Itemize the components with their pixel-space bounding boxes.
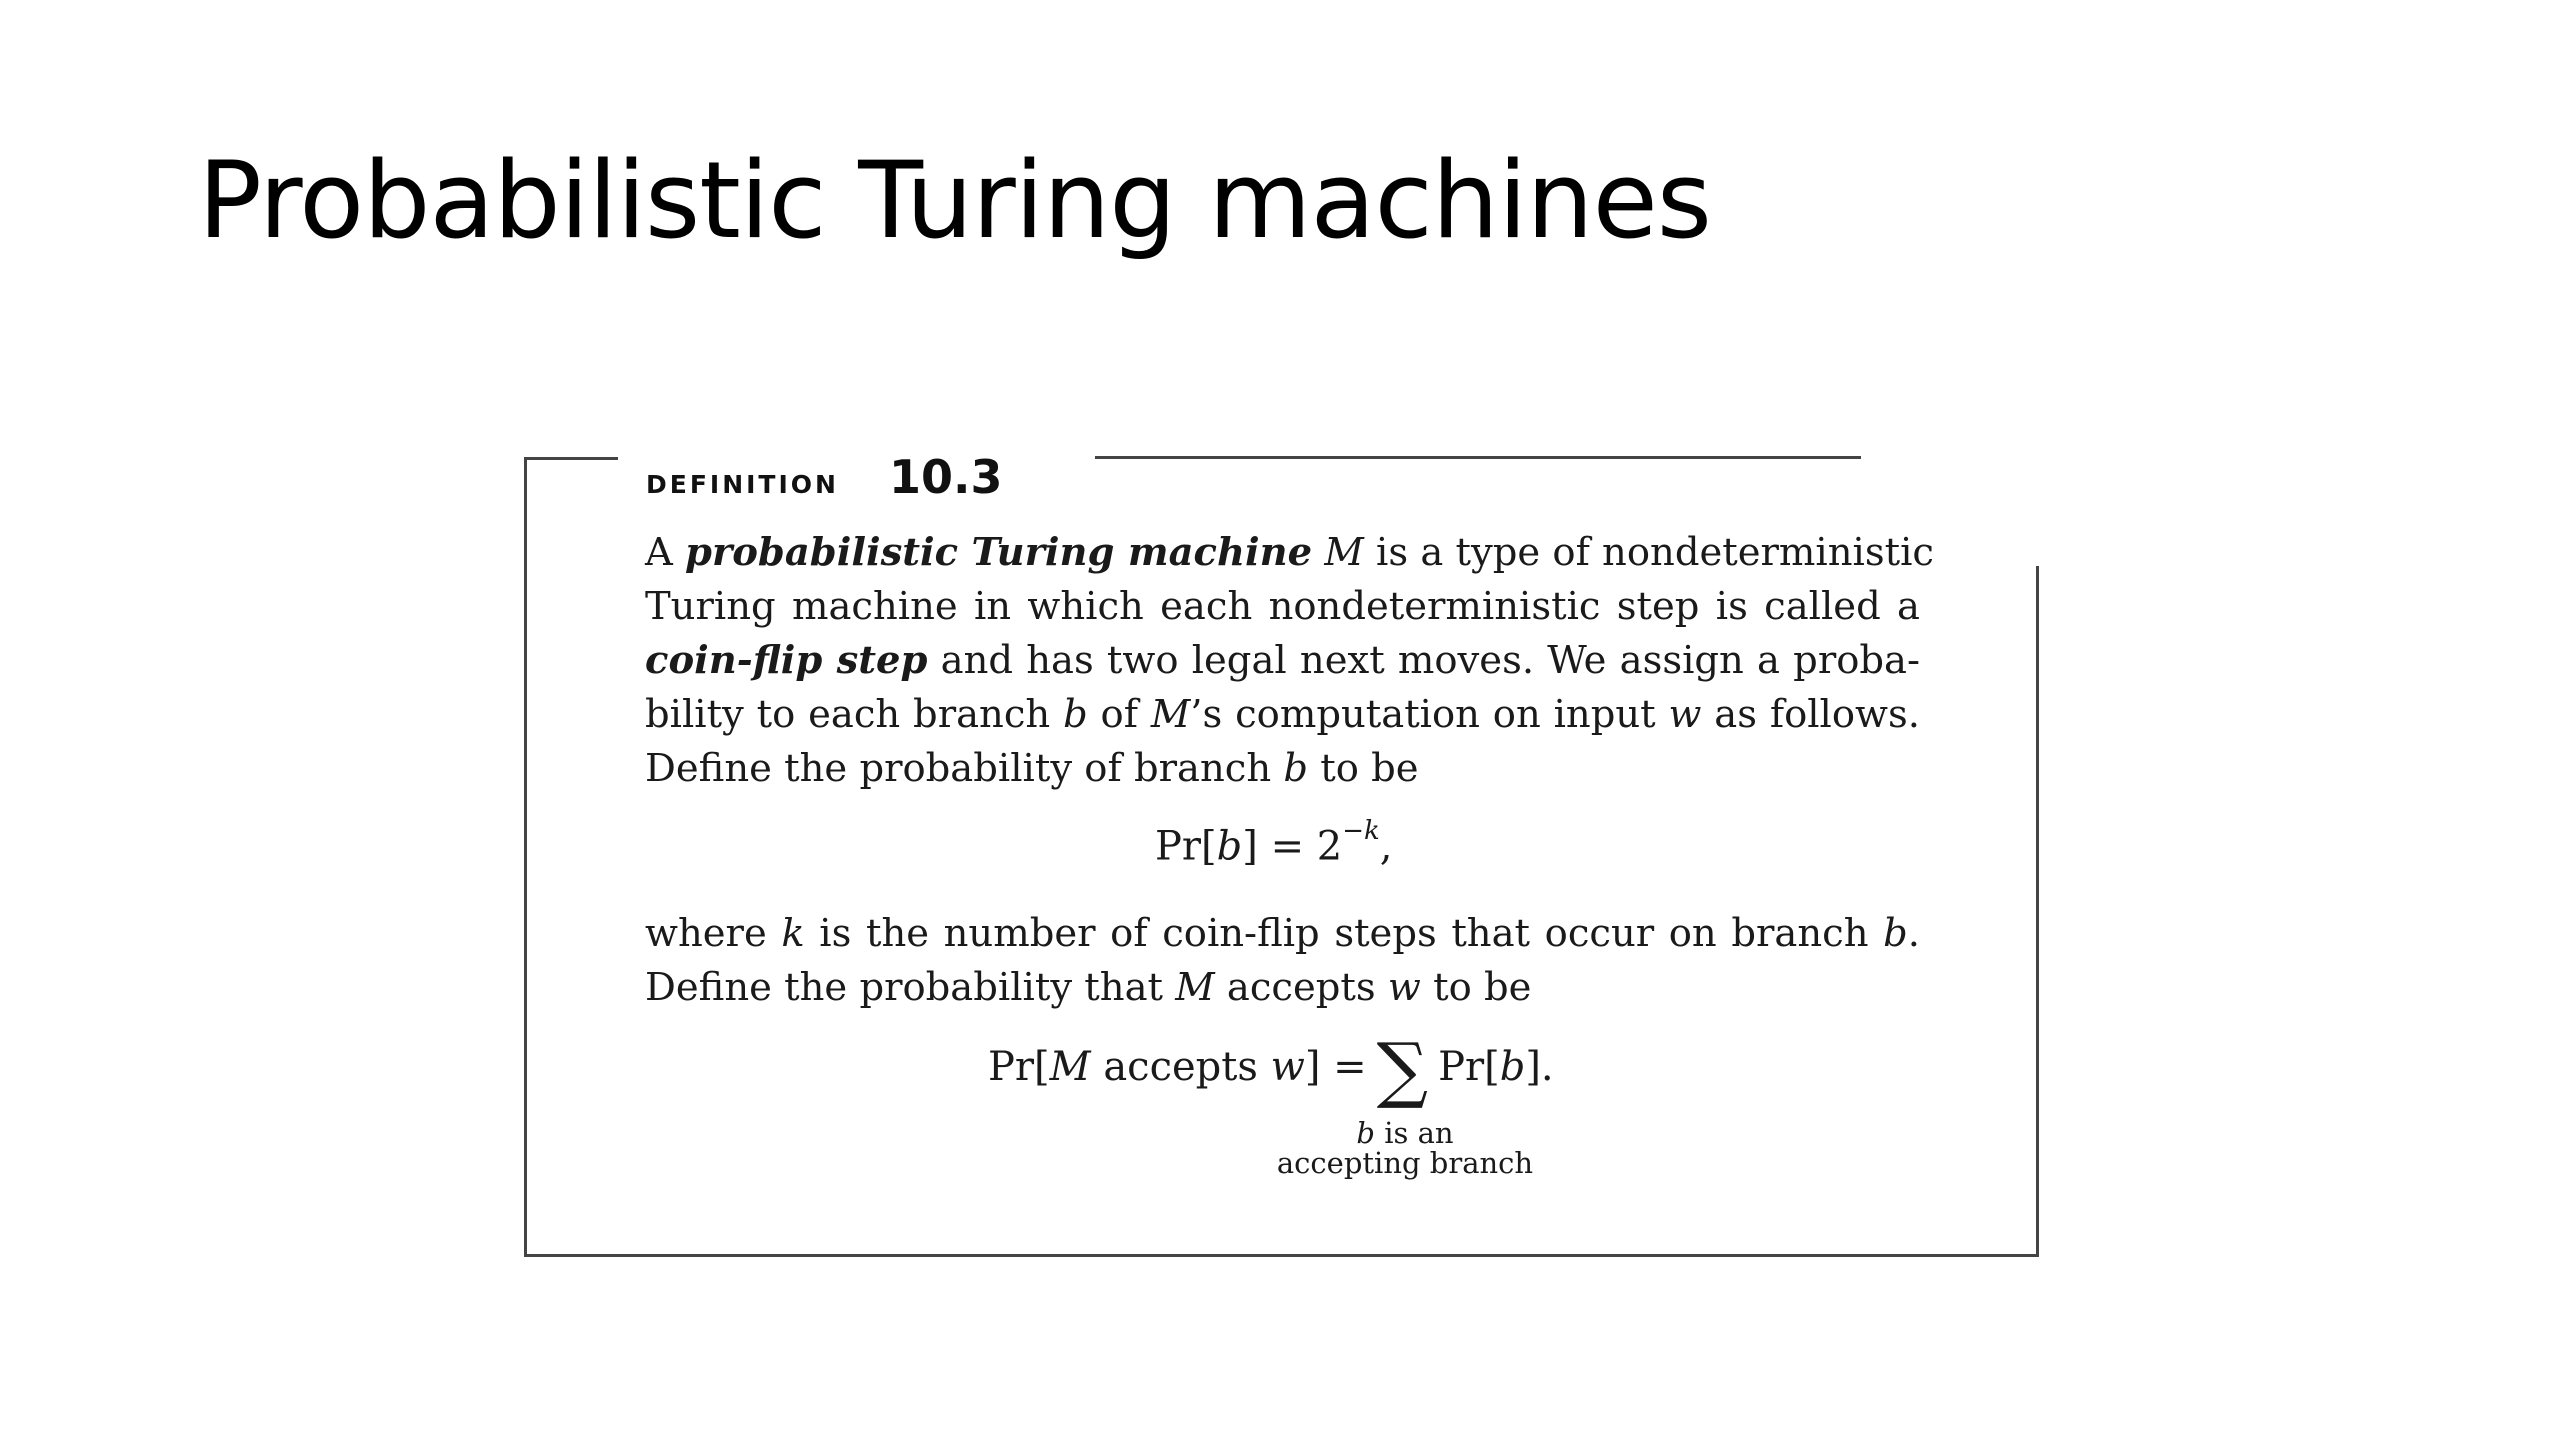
frame-right-line <box>2036 566 2039 1257</box>
definition-header <box>646 450 1003 504</box>
definition-paragraph-1 <box>645 526 1934 796</box>
paragraph-line: bility to each branch b of M’s computation on input w as follows. <box>645 692 1921 737</box>
sum-subscript <box>1200 1118 1610 1178</box>
sum-subscript-line-2: accepting branch <box>1276 1146 1534 1180</box>
defined-term: coin-flip step <box>645 638 928 683</box>
frame-left-line <box>524 457 527 1257</box>
paragraph-line: coin-flip step and has two legal next moves. We assign a proba- <box>645 638 1921 683</box>
frame-top-left-line <box>524 457 618 460</box>
sum-symbol: ∑ <box>1376 1027 1429 1111</box>
definition-number: 10.3 <box>888 450 1003 504</box>
sum-subscript-line-1: b is an <box>1356 1116 1454 1150</box>
equation-accept-probability: Pr[M accepts w] = ∑ Pr[b]. <box>988 1027 1554 1111</box>
paragraph-line: Turing machine in which each nondeterministic step is called a <box>645 584 1920 629</box>
frame-bottom-line <box>524 1254 2039 1257</box>
paragraph-line: A probabilistic Turing machine M is a type of nondeterministic <box>645 530 1934 575</box>
definition-label: definition <box>646 461 839 502</box>
definition-paragraph-2 <box>645 907 1920 1015</box>
frame-top-right-line <box>1095 456 1861 459</box>
paragraph-line: Define the probability that M accepts w to be <box>645 965 1532 1010</box>
defined-term: probabilistic Turing machine <box>685 530 1313 575</box>
slide-title: Probabilistic Turing machines <box>198 139 1712 262</box>
paragraph-line: Define the probability of branch b to be <box>645 746 1419 791</box>
paragraph-line: where k is the number of coin-flip steps that occur on branch b. <box>645 911 1921 956</box>
